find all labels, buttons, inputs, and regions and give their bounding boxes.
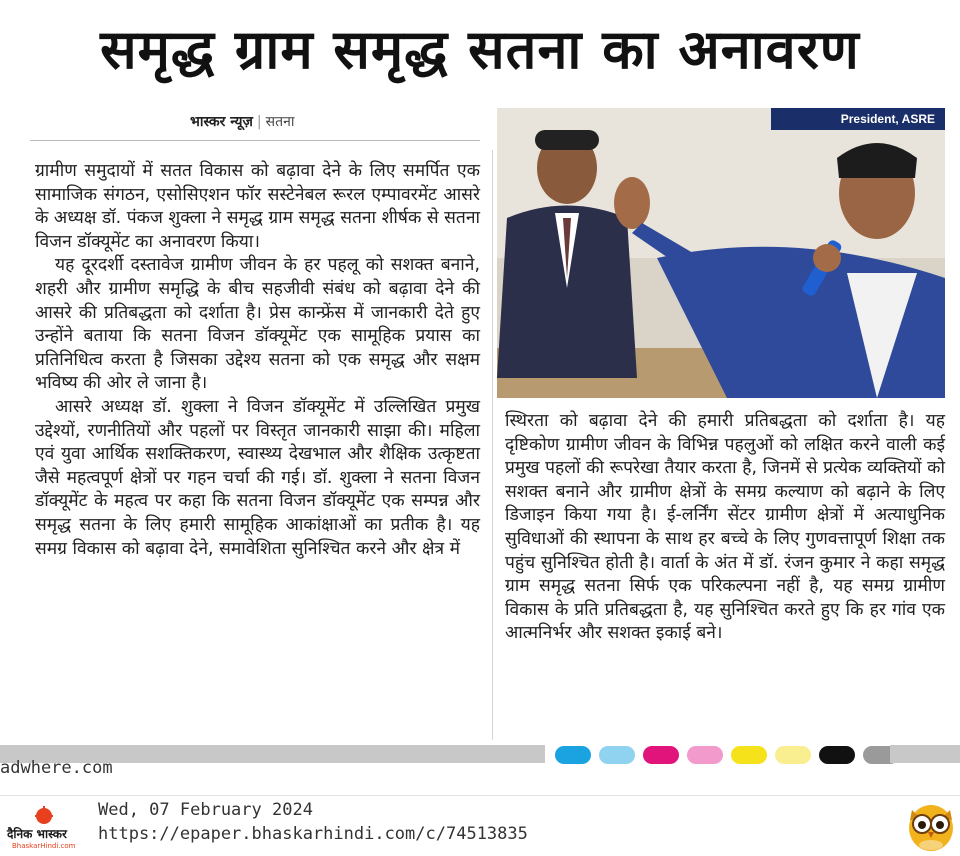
article-photo	[497, 108, 945, 398]
url-fragment: adwhere.com	[0, 758, 113, 778]
dainik-bhaskar-logo	[4, 806, 96, 850]
print-strip-right	[890, 745, 960, 763]
footer-rule	[0, 795, 960, 796]
byline-source: भास्कर न्यूज़	[190, 114, 253, 130]
color-swatch	[731, 746, 767, 764]
color-swatch	[687, 746, 723, 764]
press-conference-image	[497, 108, 945, 398]
owl-mascot-icon	[906, 798, 956, 852]
column-divider	[492, 150, 493, 740]
byline-rule	[30, 140, 480, 141]
paragraph: यह दूरदर्शी दस्तावेज ग्रामीण जीवन के हर पहलू को सशक्त बनाने, शहरी और ग्रामीण समृद्धि के बीच सहजीवी संबंध को बढ़ावा देने की आसरे की प्रतिबद्धता को दर्शाता है। प्रेस कान्फ्रेंस में जानकारी देते हुए उन्होंने बताया कि सतना विजन डॉक्यूमेंट एक सामूहिक प्रयास का प्रतिनिधित्व करता है जिसका उद्देश्य सतना को एक समृद्ध और सक्षम भविष्य की ओर ले जाना है।	[35, 255, 480, 394]
svg-text:दैनिक भास्कर: दैनिक भास्कर	[7, 827, 67, 841]
color-swatch	[819, 746, 855, 764]
article-column-1	[35, 160, 480, 561]
byline-separator: |	[256, 114, 262, 130]
color-swatch	[643, 746, 679, 764]
color-calibration-swatches	[555, 746, 899, 764]
paragraph: ग्रामीण समुदायों में सतत विकास को बढ़ावा देने के लिए समर्पित एक सामाजिक संगठन, एसोसिएशन फॉर सस्टेनेबल रूरल एम्पावरमेंट आसरे के अध्यक्ष डॉ. पंकज शुक्ला ने समृद्ध ग्राम समृद्ध सतना शीर्षक से सतना विजन डॉक्यूमेंट का अनावरण किया।	[35, 161, 480, 252]
headline: समृद्ध ग्राम समृद्ध सतना का अनावरण	[100, 18, 860, 81]
photo-caption: President, ASRE	[771, 108, 945, 130]
color-swatch	[775, 746, 811, 764]
paragraph: आसरे अध्यक्ष डॉ. शुक्ला ने विजन डॉक्यूमेंट में उल्लिखित प्रमुख उद्देश्यों, रणनीतियों और पहलों पर विस्तृत जानकारी साझा की। महिला एवं युवा आर्थिक सशक्तिकरण, स्वास्थ्य देखभाल और शैक्षिक उत्कृष्टता जैसे महत्वपूर्ण क्षेत्रों पर गहन चर्चा की गई। डॉ. शुक्ला ने सतना विजन डॉक्यूमेंट के महत्व पर कहा कि सतना विजन डॉक्यूमेंट एक सम्पन्न और समृद्ध सतना के लिए हमारी सामूहिक आकांक्षाओं का प्रतीक है। यह समग्र विकास को बढ़ावा देने, समावेशिता सुनिश्चित करने और क्षेत्र में	[35, 396, 480, 559]
epaper-link[interactable]: https://epaper.bhaskarhindi.com/c/74513835	[98, 824, 528, 844]
footer-date: Wed, 07 February 2024	[98, 800, 313, 820]
paragraph: स्थिरता को बढ़ावा देने की हमारी प्रतिबद्धता को दर्शाता है। यह दृष्टिकोण ग्रामीण जीवन के विभिन्न पहलुओं को लक्षित करने वाली कई प्रमुख पहलों की रूपरेखा तैयार करता है, जिनमें से प्रत्येक व्यक्तियों को सशक्त बनाने और ग्रामीण क्षेत्रों के समग्र कल्याण को बढ़ाने के लिए डिजाइन किया गया है। ई-लर्निंग सेंटर ग्रामीण क्षेत्रों में अत्याधुनिक सुविधाओं की स्थापना के साथ हर बच्चे के लिए गुणवत्तापूर्ण शिक्षा तक पहुंच सुनिश्चित होती है। वार्ता के अंत में डॉ. रंजन कुमार ने कहा समृद्ध ग्राम समृद्ध सतना सिर्फ एक परिकल्पना नहीं है, यह समग्र ग्रामीण विकास के प्रति प्रतिबद्धता है, यह सुनिश्चित करते हुए कि हर गांव एक आत्मनिर्भर और सशक्त इकाई बने।	[505, 411, 945, 644]
color-swatch	[599, 746, 635, 764]
article-column-2	[505, 410, 945, 646]
byline-city: सतना	[265, 114, 295, 130]
svg-text:BhaskarHindi.com: BhaskarHindi.com	[12, 842, 76, 850]
byline	[190, 112, 294, 131]
color-swatch	[555, 746, 591, 764]
